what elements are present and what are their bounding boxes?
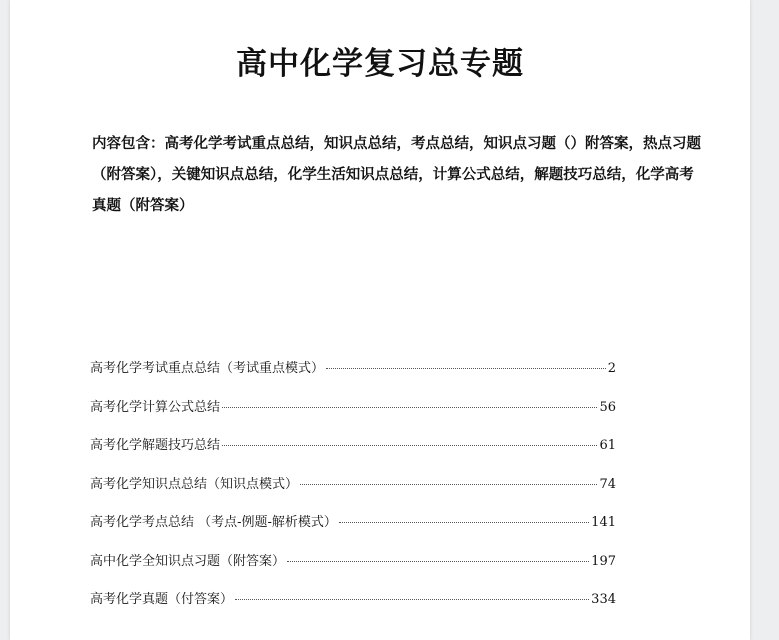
toc-dot-leader — [339, 522, 589, 523]
content-summary: 内容包含：高考化学考试重点总结，知识点总结，考点总结，知识点习题（）附答案，热点习题（附答案），关键知识点总结，化学生活知识点总结，计算公式总结，解题技巧总结，化学高考真题（附答案） — [92, 135, 701, 214]
toc-dot-leader — [222, 445, 597, 446]
toc-entry-page: 74 — [599, 476, 616, 492]
toc-entry-page: 197 — [591, 553, 616, 569]
toc-dot-leader — [287, 561, 589, 562]
toc-dot-leader — [235, 599, 589, 600]
toc-entry-page: 141 — [591, 515, 616, 530]
table-of-contents — [90, 357, 616, 627]
toc-entry[interactable] — [90, 550, 616, 589]
toc-entry-page: 61 — [599, 438, 616, 453]
toc-entry-page: 2 — [607, 361, 616, 376]
toc-entry[interactable] — [90, 396, 616, 435]
toc-entry-label: 高考化学知识点总结（知识点模式） — [90, 476, 299, 492]
toc-entry[interactable] — [90, 473, 616, 512]
toc-dot-leader — [222, 407, 597, 408]
toc-entry[interactable] — [90, 511, 616, 550]
toc-dot-leader — [300, 484, 597, 485]
toc-entry[interactable] — [90, 434, 616, 473]
toc-entry[interactable] — [90, 588, 616, 627]
document-title: 高中化学复习总专题 — [236, 46, 524, 82]
toc-entry-label: 高考化学解题技巧总结 — [90, 438, 221, 453]
toc-dot-leader — [326, 368, 606, 369]
toc-entry-label: 高考化学真题（付答案） — [90, 592, 234, 607]
toc-entry-label: 高考化学考点总结 （考点-例题-解析模式） — [90, 515, 337, 530]
toc-entry-label: 高中化学全知识点习题（附答案） — [90, 553, 286, 569]
toc-entry-page: 56 — [599, 399, 616, 415]
toc-entry-label: 高考化学考试重点总结（考试重点模式） — [90, 361, 325, 376]
toc-entry-label: 高考化学计算公式总结 — [90, 399, 221, 415]
toc-entry-page: 334 — [591, 592, 616, 607]
document-page — [10, 0, 750, 640]
toc-entry[interactable] — [90, 357, 616, 396]
